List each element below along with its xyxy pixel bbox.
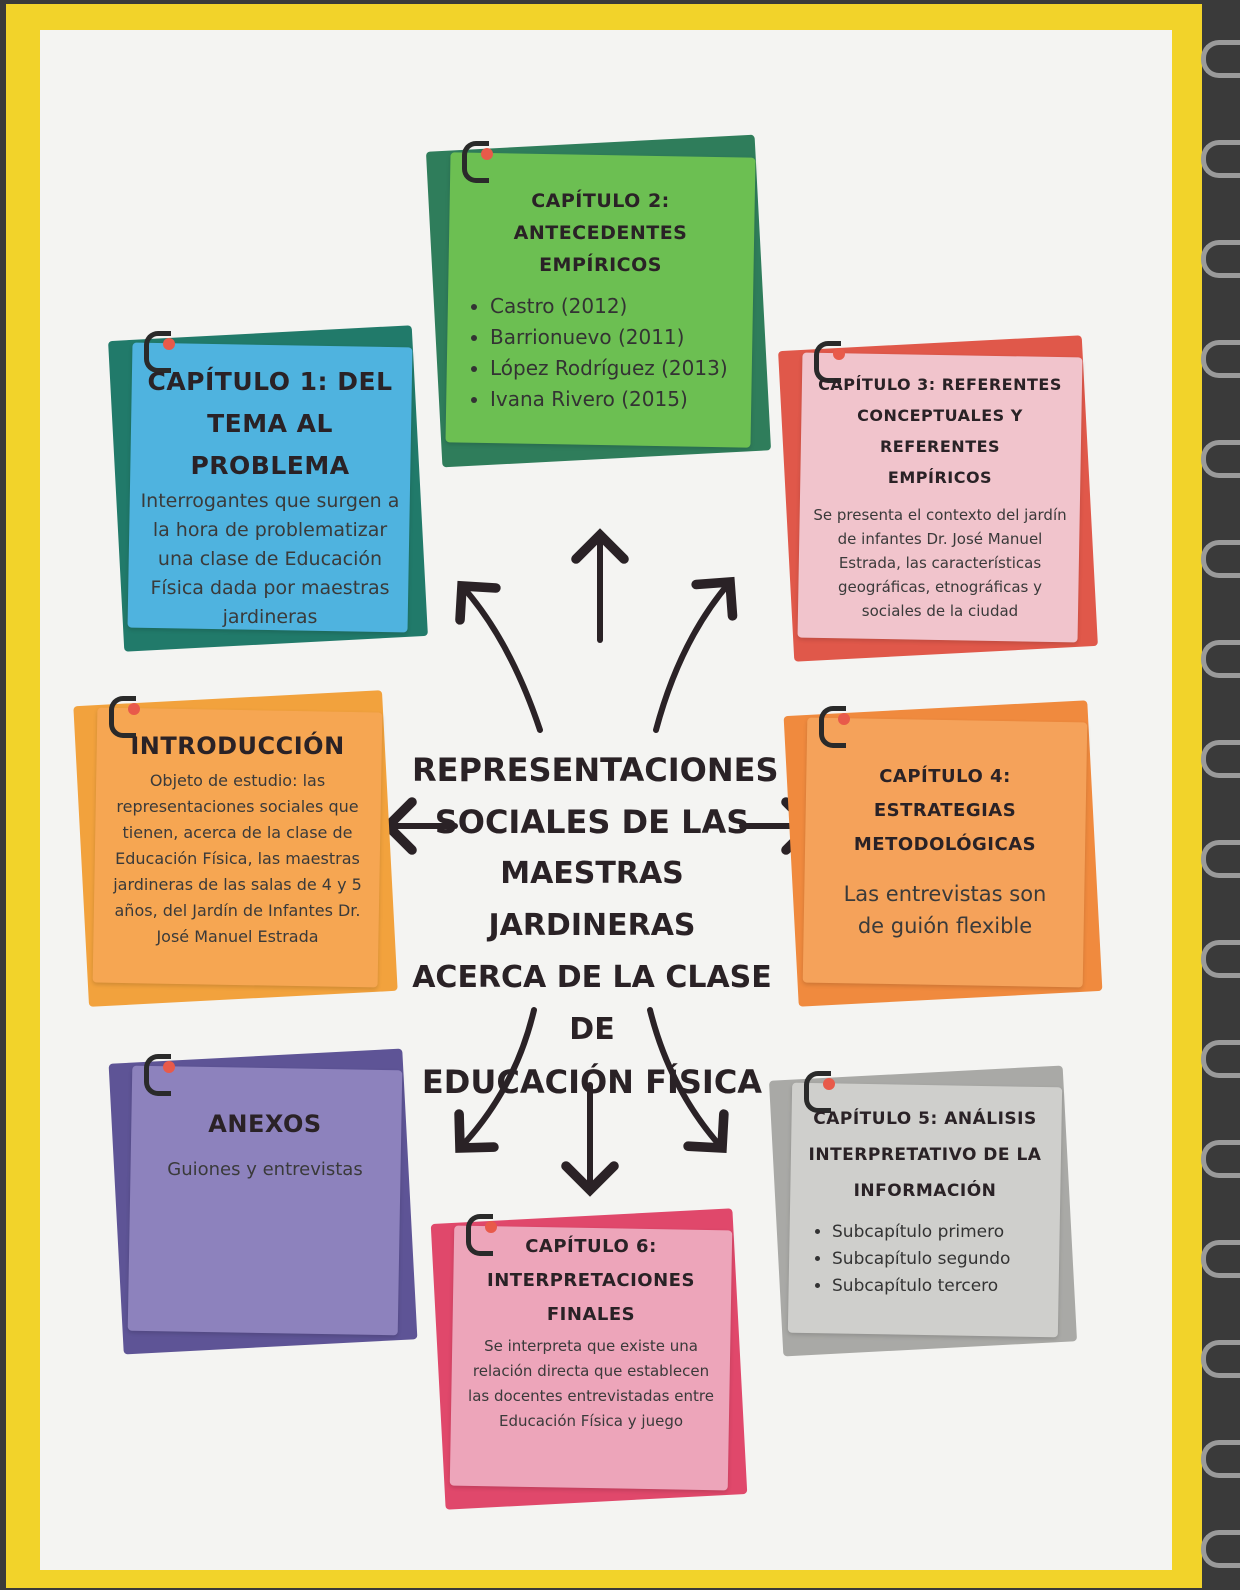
list-item: • López Rodríguez (2013) [490,353,745,384]
list-item: • Subcapítulo tercero [832,1273,1052,1300]
central-topic-line: REPRESENTACIONES [412,751,779,789]
note-introduccion [95,710,380,985]
note-text: Objeto de estudio: las representaciones sociales que tienen, acerca de la clase de Educación Física, las maestras jardineras de las salas de 4 y 5 años, del Jardín de Infantes Dr. José Manuel Estrada [113,771,362,946]
note-capitulo-1 [130,345,410,630]
note-title: INTRODUCCIÓN [130,732,345,760]
note-anexos [130,1068,400,1333]
note-text: Se presenta el contexto del jardín de infantes Dr. José Manuel Estrada, las características geográficas, etnográficas y sociales de la ciudad [813,506,1067,620]
note-capitulo-6 [452,1228,730,1488]
note-text: Guiones y entrevistas [167,1159,363,1180]
note-title: CAPÍTULO 1: DEL TEMA AL PROBLEMA [147,367,393,480]
note-list [470,291,745,415]
arrow-to-cap1 [462,586,540,730]
note-title: CAPÍTULO 3: REFERENTES CONCEPTUALES Y REFERENTES EMPÍRICOS [818,375,1062,487]
central-topic-line: SOCIALES DE LAS [434,803,750,841]
note-text: Se interpreta que existe una relación directa que establecen las docentes entrevistadas entre Educación Física y juego [468,1337,714,1430]
note-title: ANEXOS [208,1110,322,1138]
note-capitulo-5 [790,1085,1060,1335]
list-item: • Subcapítulo primero [832,1219,1052,1246]
central-topic-line: ACERCA DE LA CLASE DE [412,960,772,1047]
arrow-to-cap3 [656,582,730,730]
note-capitulo-4 [805,720,1085,985]
note-text: Interrogantes que surgen a la hora de problematizar una clase de Educación Física dada por maestras jardineras [140,490,400,628]
list-item: • Castro (2012) [490,291,745,322]
note-title: CAPÍTULO 6: INTERPRETACIONES FINALES [487,1236,695,1325]
note-text: Las entrevistas son de guión flexible [843,882,1047,938]
note-capitulo-2 [448,155,753,445]
note-title: CAPÍTULO 4: ESTRATEGIAS METODOLÓGICAS [853,766,1037,855]
note-title: CAPÍTULO 5: ANÁLISIS INTERPRETATIVO DE LA INFORMACIÓN [808,1109,1042,1201]
note-list [812,1219,1052,1300]
central-topic-line: MAESTRAS JARDINERAS [488,856,696,943]
list-item: • Ivana Rivero (2015) [490,384,745,415]
list-item: • Subcapítulo segundo [832,1246,1052,1273]
list-item: • Barrionuevo (2011) [490,322,745,353]
central-topic [412,744,779,1108]
central-topic-line: EDUCACIÓN FÍSICA [421,1063,763,1101]
note-capitulo-3 [800,355,1080,640]
note-title: CAPÍTULO 2: ANTECEDENTES EMPÍRICOS [513,190,688,276]
